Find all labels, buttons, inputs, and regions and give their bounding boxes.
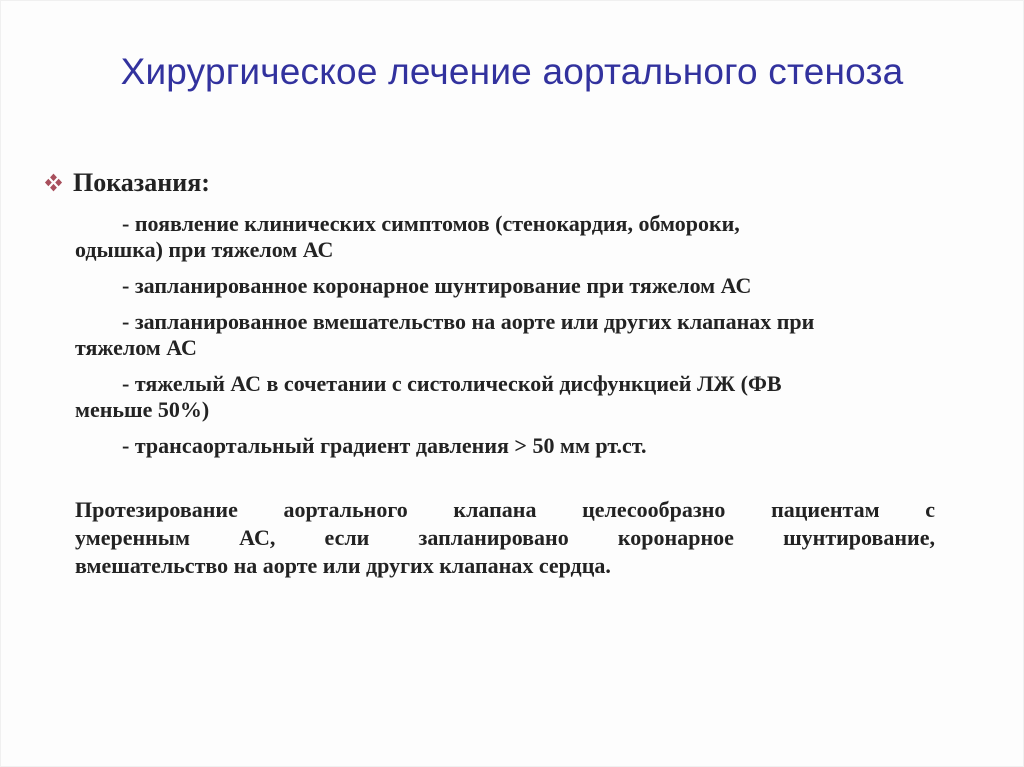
indication-line: - запланированное коронарное шунтирование при тяжелом АС [122, 273, 752, 298]
indication-item [75, 273, 935, 299]
conclusion-line: Протезирование аортального клапана целесообразно пациентам с [75, 497, 935, 522]
indication-item [75, 309, 935, 361]
indication-item [75, 371, 935, 423]
indication-line: - тяжелый АС в сочетании с систолической дисфункцией ЛЖ (ФВ [122, 371, 782, 396]
slide-body [75, 168, 935, 580]
indication-item [75, 211, 935, 263]
indication-line: одышка) при тяжелом АС [75, 237, 334, 262]
indications-header [75, 168, 935, 198]
indication-line: - запланированное вмешательство на аорте или других клапанах при [122, 309, 815, 334]
indication-line: - появление клинических симптомов (стенокардия, обмороки, [122, 211, 740, 236]
slide-title: Хирургическое лечение аортального стеноза [120, 51, 904, 92]
indication-line: тяжелом АС [75, 335, 197, 360]
indication-item [75, 433, 935, 459]
conclusion-line: вмешательство на аорте или других клапанах сердца. [75, 553, 611, 578]
four-diamond-icon [44, 173, 63, 192]
conclusion-line: умеренным АС, если запланировано коронарное шунтирование, [75, 525, 935, 550]
indication-line: - трансаортальный градиент давления > 50 мм рт.ст. [122, 433, 647, 458]
indications-label: Показания: [73, 168, 210, 197]
conclusion-paragraph [75, 496, 935, 580]
indication-line: меньше 50%) [75, 397, 210, 422]
